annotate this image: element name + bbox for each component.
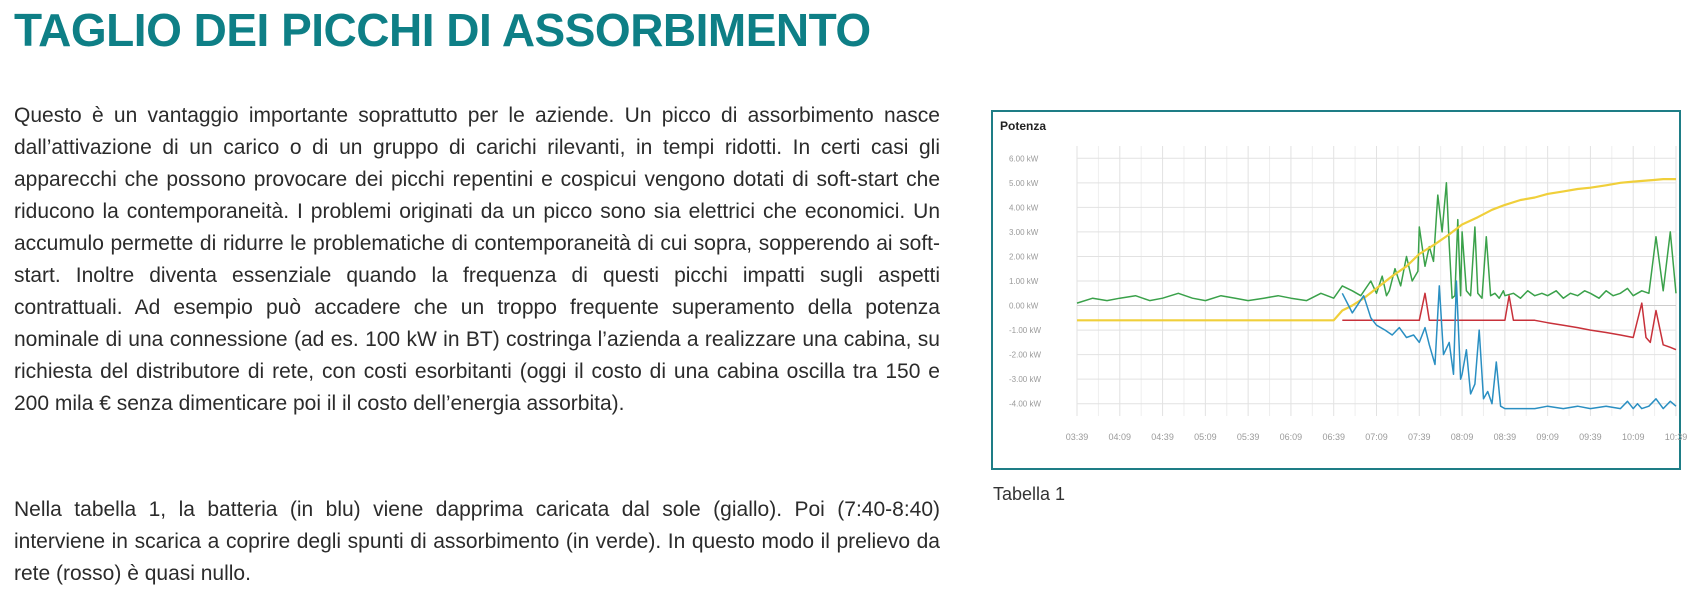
x-tick-label: 06:09	[1279, 432, 1303, 442]
power-chart-svg	[993, 112, 1688, 468]
series-line-red	[1342, 293, 1676, 349]
x-tick-label: 04:39	[1151, 432, 1174, 442]
x-axis	[1066, 432, 1688, 442]
x-tick-label: 03:39	[1065, 432, 1089, 442]
y-tick-label: 1.00 kW	[1009, 277, 1039, 286]
paragraph-intro: Questo è un vantaggio importante soprattutto per le aziende. Un picco di assorbimento nasce dall’attivazione di un carico o di un gruppo di carichi rilevanti, in tempi ridotti. In certi casi gli apparecchi che possono provocare dei picchi repentini e cospicui vengono dotati di soft-start che riducono la contemporaneità. I problemi originati da un picco sono sia elettrici che economici. Un accumulo permette di ridurre le problematiche di contemporaneità di cui sopra, sopperendo ai soft-start. Inoltre diventa essenziale quando la frequenza di questi picchi impatti sugli aspetti contrattuali. Ad esempio può accadere che un troppo frequente superamento della potenza nominale di una connessione (ad es. 100 kW in BT) costringa l’azienda a realizzare una cabina, su richiesta del distributore di rete, con costi esorbitanti (oggi il costo di una cabina oscilla tra 150 e 200 mila € senza dimenticare poi il il costo dell’energia assorbita).	[14, 104, 940, 415]
x-tick-label: 05:09	[1194, 432, 1217, 442]
x-tick-label: 06:39	[1322, 432, 1345, 442]
y-tick-label: 6.00 kW	[1009, 154, 1039, 164]
x-tick-label: 08:39	[1493, 432, 1517, 442]
x-tick-label: 09:39	[1579, 432, 1602, 442]
page-title: TAGLIO DEI PICCHI DI ASSORBIMENTO	[14, 4, 871, 56]
chart-title: Potenza	[1000, 119, 1047, 133]
x-tick-label: 10:09	[1621, 432, 1645, 442]
x-tick-label: 05:39	[1236, 432, 1260, 442]
x-tick-label: 04:09	[1108, 432, 1132, 442]
y-tick-label: 4.00 kW	[1009, 203, 1039, 213]
paragraph-battery: Nella tabella 1, la batteria (in blu) viene dapprima caricata dal sole (giallo). Poi (7:40-8:40) interviene in scarica a coprire degli spunti di assorbimento (in verde). In questo modo il prelievo da rete (rosso) è quasi nullo.	[14, 498, 940, 585]
y-tick-label: 5.00 kW	[1009, 178, 1039, 188]
x-tick-label: 07:09	[1365, 432, 1388, 442]
chart-grid	[1077, 146, 1676, 416]
chart-caption: Tabella 1	[993, 484, 1066, 504]
x-tick-label: 09:09	[1536, 432, 1559, 442]
y-tick-label: 3.00 kW	[1009, 227, 1039, 237]
y-tick-label: 0.00 kW	[1009, 301, 1039, 311]
y-tick-label: 2.00 kW	[1009, 252, 1039, 262]
x-tick-label: 07:39	[1408, 432, 1431, 442]
x-tick-label: 10:39	[1664, 432, 1688, 442]
y-tick-label: -3.00 kW	[1009, 375, 1042, 385]
y-tick-label: -4.00 kW	[1009, 399, 1042, 409]
y-tick-label: -2.00 kW	[1009, 350, 1042, 360]
y-tick-label: -1.00 kW	[1009, 326, 1042, 336]
x-tick-label: 08:09	[1450, 432, 1474, 442]
y-axis	[1009, 154, 1041, 408]
power-chart	[991, 110, 1688, 470]
